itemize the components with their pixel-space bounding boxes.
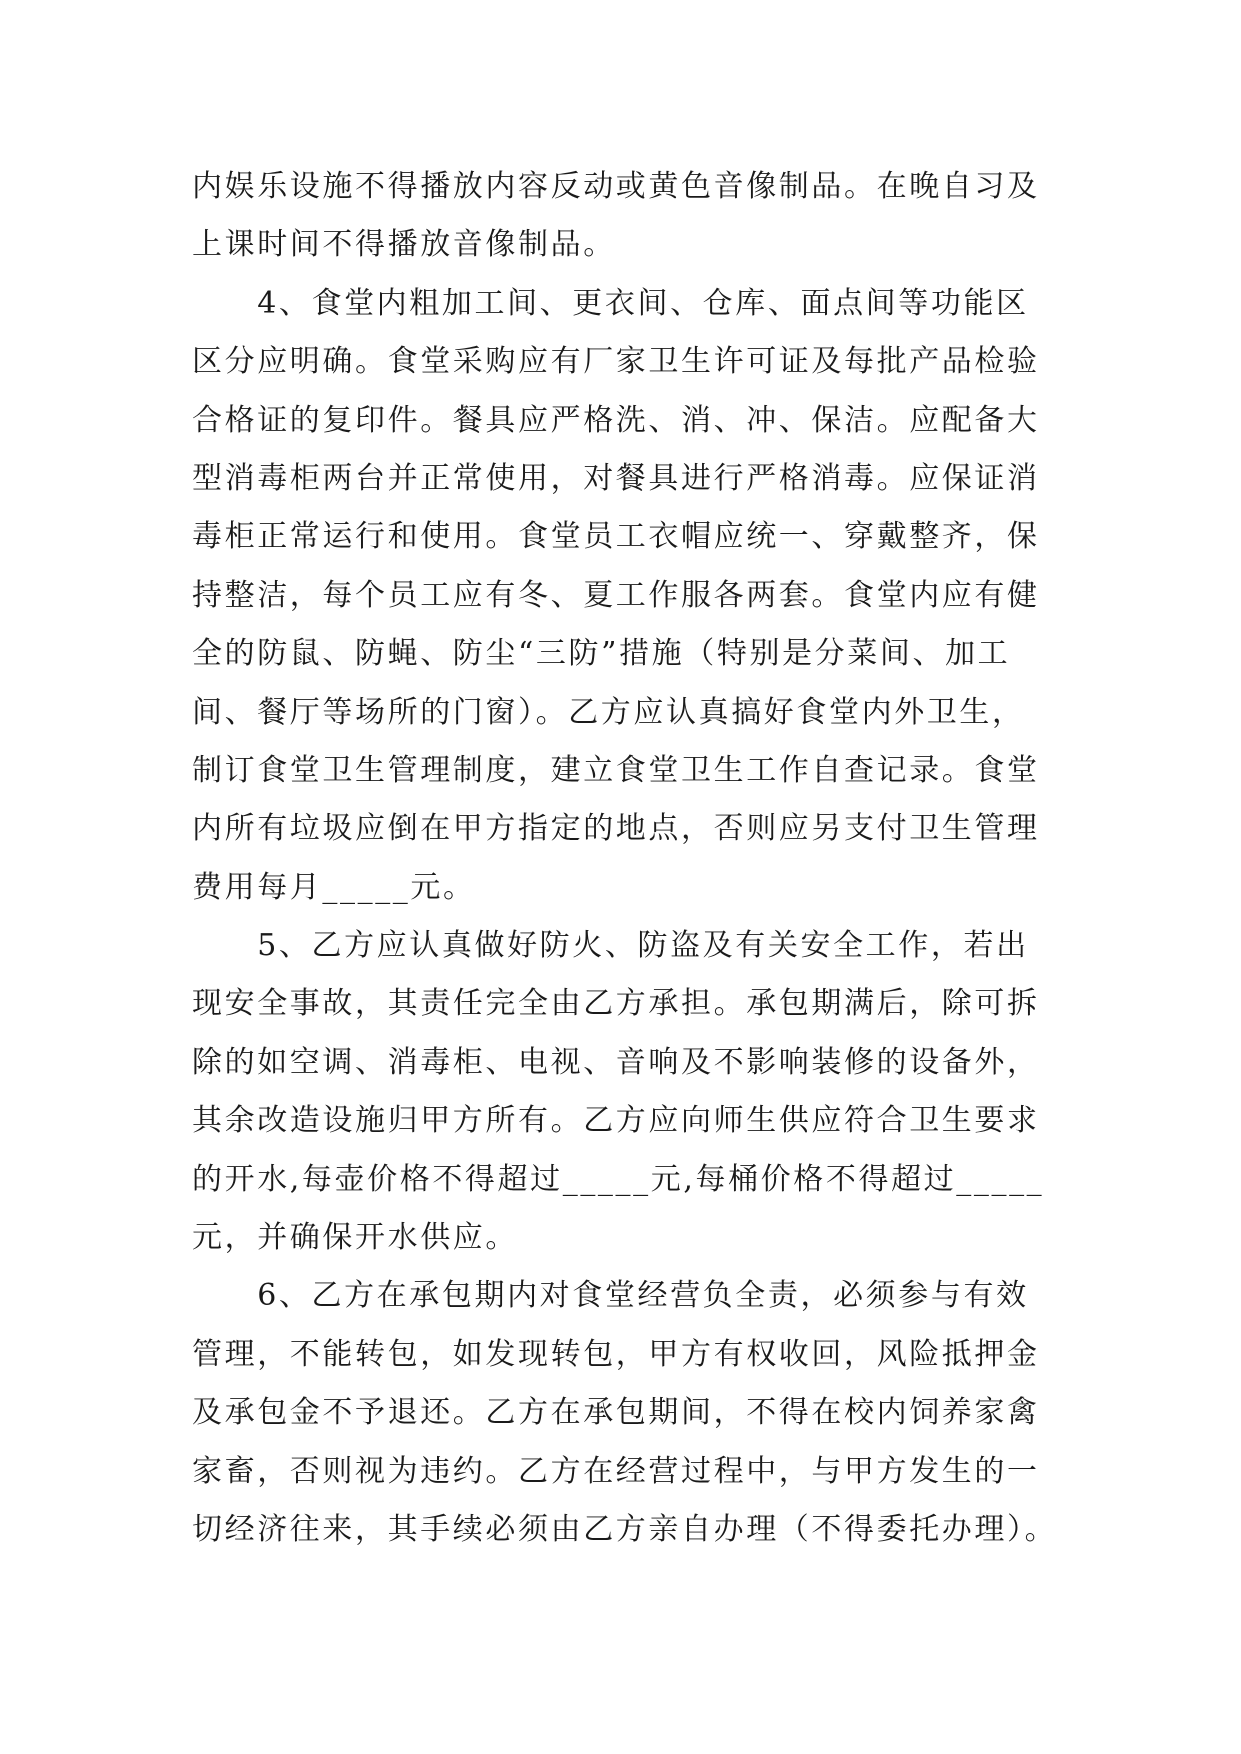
text-line: 区分应明确。食堂采购应有厂家卫生许可证及每批产品检验: [192, 344, 1040, 380]
text-line: 管理，不能转包，如发现转包，甲方有权收回，风险抵押金: [192, 1336, 1040, 1372]
text-line: 全的防鼠、防蝇、防尘“三防”措施（特别是分菜间、加工: [192, 636, 1011, 672]
text-line: 合格证的复印件。餐具应严格洗、消、冲、保洁。应配备大: [192, 402, 1040, 438]
text-line: 4、食堂内粗加工间、更衣间、仓库、面点间等功能区: [192, 285, 1029, 321]
text-line: 及承包金不予退还。乙方在承包期间，不得在校内饲养家禽: [192, 1395, 1040, 1431]
text-line: 内娱乐设施不得播放内容反动或黄色音像制品。在晚自习及: [192, 169, 1040, 204]
text-line: 持整洁，每个员工应有冬、夏工作服各两套。食堂内应有健: [192, 577, 1040, 613]
text-line: 间、餐厅等场所的门窗）。乙方应认真搞好食堂内外卫生，: [192, 694, 1025, 730]
text-line: 除的如空调、消毒柜、电视、音响及不影响装修的设备外，: [192, 1044, 1040, 1080]
text-line: 内所有垃圾应倒在甲方指定的地点，否则应另支付卫生管理: [192, 811, 1040, 847]
text-line: 6、乙方在承包期内对食堂经营负全责，必须参与有效: [192, 1278, 1029, 1314]
text-line: 制订食堂卫生管理制度，建立食堂卫生工作自查记录。食堂: [192, 752, 1040, 788]
text-line: 费用每月_____元。: [192, 869, 476, 905]
text-line: 其余改造设施归甲方所有。乙方应向师生供应符合卫生要求: [192, 1103, 1040, 1139]
text-line: 毒柜正常运行和使用。食堂员工衣帽应统一、穿戴整齐，保: [192, 519, 1040, 555]
document-body: [192, 158, 1072, 1559]
text-line: 型消毒柜两台并正常使用，对餐具进行严格消毒。应保证消: [192, 460, 1040, 496]
text-line: 的开水,每壶价格不得超过_____元,每桶价格不得超过_____: [192, 1161, 1045, 1197]
text-line: 家畜，否则视为违约。乙方在经营过程中，与甲方发生的一: [192, 1453, 1040, 1489]
text-line: 5、乙方应认真做好防火、防盗及有关安全工作，若出: [192, 928, 1029, 964]
text-line: 现安全事故，其责任完全由乙方承担。承包期满后，除可拆: [192, 986, 1040, 1022]
text-line: 元，并确保开水供应。: [192, 1220, 518, 1256]
text-line: 上课时间不得播放音像制品。: [192, 227, 616, 263]
text-line: 切经济往来，其手续必须由乙方亲自办理（不得委托办理）。: [192, 1511, 1058, 1547]
